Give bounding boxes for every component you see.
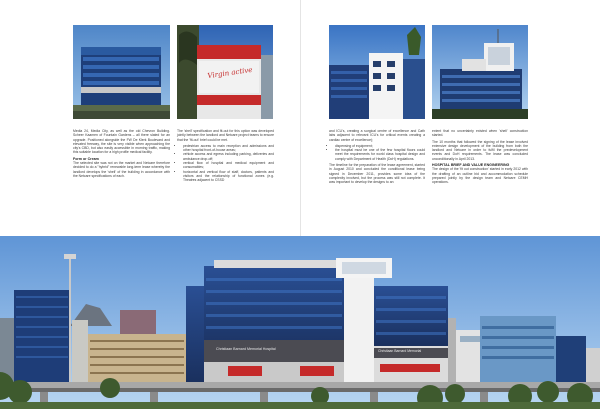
photo-white-blue-building [329, 25, 425, 119]
right-col2-paragraph-2: The 10 months that followed the signing of the lease involved extensive design development of the building from both the landlord and Netcare in order to fulfil the predevelopment events and DoH requirements. The lease was concluded unconditionally in April 2013. [432, 139, 528, 161]
right-col1-bullet-list [329, 144, 425, 161]
list-item: • pedestrian access to main reception and admissions and other hospital front-of-house areas; [183, 144, 274, 153]
left-col1-heading: Form or Cream [73, 156, 99, 161]
virgin-active-sign: Virgin active [207, 65, 253, 81]
hospital-sign-right: Christiaan Barnard Memorial [378, 349, 422, 353]
right-col2-paragraph-1: extent that no uncertainty existed when 'shell' construction started. [432, 129, 528, 138]
photo-rooftop-structure [432, 25, 528, 119]
right-col1-paragraph-1: and ICU's, creating a surgical centre of excellence and Cath labs adjacent to relevant ICU's for critical events creating a cardiac centre of excellence); [329, 129, 425, 142]
left-col1-paragraph-2: The selected site was not on the market and Netcare therefore decided to do a "hybrid" renewable long-term lease whereby the landlord develops the 'shell' of the building in accordance with the Netcare specifications of each. [73, 161, 170, 179]
right-column-1 [329, 129, 425, 187]
right-column-2 [432, 129, 528, 187]
list-item: • dispensing of equipment; [335, 144, 425, 148]
right-col2-paragraph-3: The design of the 'fit out construction' started in early 2012 with the drafting of an outline bid and accommodation schedule prepared jointly by the design team and Netcare CEMH operations. [432, 167, 528, 185]
left-col2-intro: The 'shell' specification and fit-out for this option was developed jointly between the landlord and Netcare project teams to ensure that the 'fit-out' brief could be met. [177, 129, 274, 142]
photo-glass-office-building [73, 25, 170, 119]
left-column-2 [177, 129, 274, 185]
hospital-sign-left: Christiaan Barnard Memorial Hospital [216, 347, 276, 351]
left-col1-paragraph-1: Media 24, Media City, as well as the old Chevron Building. Scheer Kaamen of Fountain Gardens – all there slated for an upgrade. Positioned alongside the FW De Klerk Boulevard and elevated freeway, the site is very visible when approaching the city's CBD, but also easily accessible in morning traffic, making this suitable location for a high profile medical facility. [73, 129, 170, 155]
list-item: • vertical flow of hospital and medical equipment and consumables; [183, 161, 274, 170]
right-col2-heading: HOSPITAL BRIEF AND VALUE ENGINEERING [432, 163, 510, 168]
hero-hospital-cityscape-photo [0, 236, 600, 409]
list-item: • the hospital must be one of the few hospital floors could meet the requirements for world class hospital design and comply with Department of Health (DoH) regulations. [335, 148, 425, 161]
photo-virgin-active-building [177, 25, 273, 119]
left-col2-bullet-list [177, 144, 274, 183]
list-item: • vehicle access and egress including parking, deliveries and ambulance drop-off; [183, 152, 274, 161]
right-col1-paragraph-2: The timeline for the preparation of the lease agreement, started in August 2010 and concluded the conditional lease being signed in December 2011, provides some idea of the complexity involved, but the process was still not complete. It was important to develop the designs to an [329, 163, 425, 185]
list-item: • horizontal and vertical flow of staff, doctors, patients and visitors and the relationship of functional zones (e.g. Theatres adjacent to CSSD [183, 170, 274, 183]
left-column-1 [73, 129, 170, 180]
